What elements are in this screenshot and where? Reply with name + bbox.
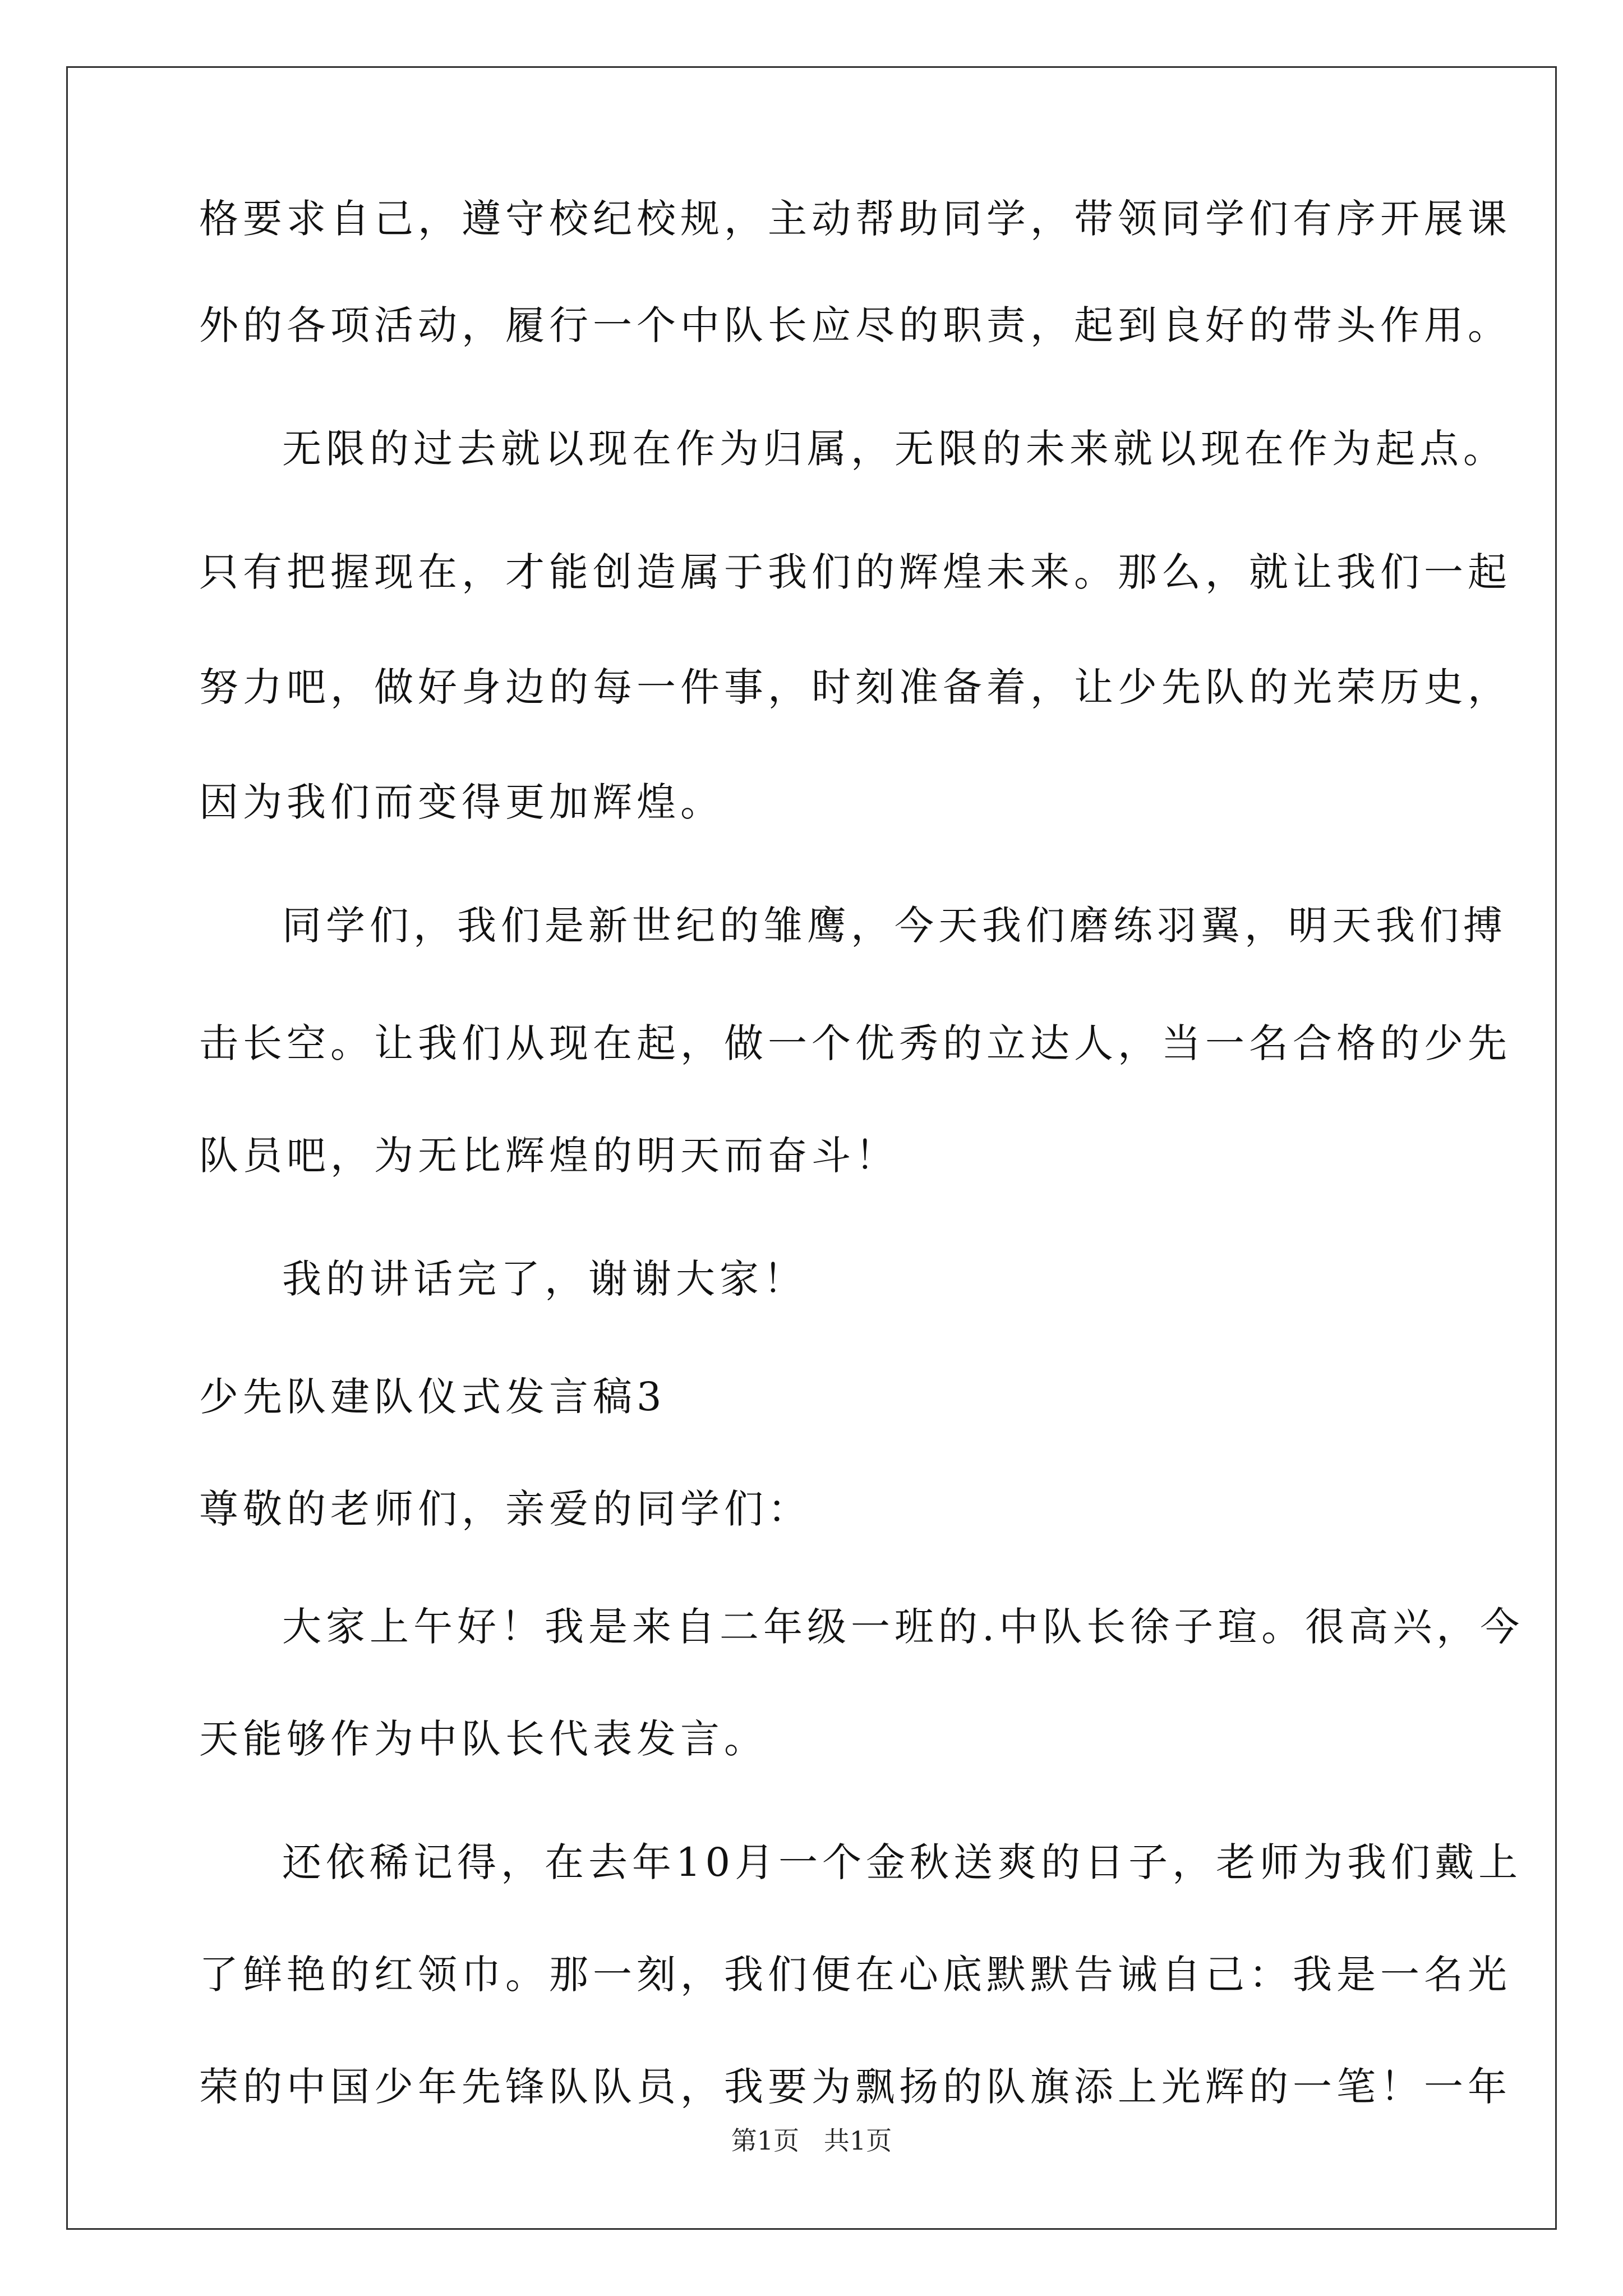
text-line: 队员吧，为无比辉煌的明天而奋斗！: [199, 1133, 899, 1179]
page-number-footer: 第1页 共1页: [731, 2125, 892, 2156]
text-line: 因为我们而变得更加辉煌。: [199, 779, 724, 825]
text-line: 天能够作为中队长代表发言。: [199, 1716, 768, 1762]
paragraph-first-line: 大家上午好！我是来自二年级一班的.中队长徐子瑄。很高兴，今: [282, 1604, 1524, 1650]
text-line: 外的各项活动，履行一个中队长应尽的职责，起到良好的带头作用。: [199, 302, 1511, 348]
paragraph-first-line: 我的讲话完了，谢谢大家！: [282, 1256, 807, 1302]
salutation: 尊敬的老师们，亲爱的同学们：: [199, 1486, 811, 1532]
text-line: 荣的中国少年先锋队队员，我要为飘扬的队旗添上光辉的一笔！一年: [199, 2064, 1511, 2110]
section-heading: 少先队建队仪式发言稿3: [199, 1374, 666, 1420]
paragraph-first-line: 同学们，我们是新世纪的雏鹰，今天我们磨练羽翼，明天我们搏: [282, 903, 1507, 949]
text-line: 击长空。让我们从现在起，做一个优秀的立达人，当一名合格的少先: [199, 1020, 1511, 1066]
text-line: 了鲜艳的红领巾。那一刻，我们便在心底默默告诫自己：我是一名光: [199, 1952, 1511, 1998]
text-line: 格要求自己，遵守校纪校规，主动帮助同学，带领同学们有序开展课: [199, 196, 1511, 242]
text-line: 只有把握现在，才能创造属于我们的辉煌未来。那么，就让我们一起: [199, 549, 1511, 595]
paragraph-first-line: 无限的过去就以现在作为归属，无限的未来就以现在作为起点。: [282, 426, 1507, 472]
text-line: 努力吧，做好身边的每一件事，时刻准备着，让少先队的光荣历史，: [199, 664, 1511, 710]
paragraph-first-line: 还依稀记得，在去年10月一个金秋送爽的日子，老师为我们戴上: [282, 1839, 1523, 1885]
